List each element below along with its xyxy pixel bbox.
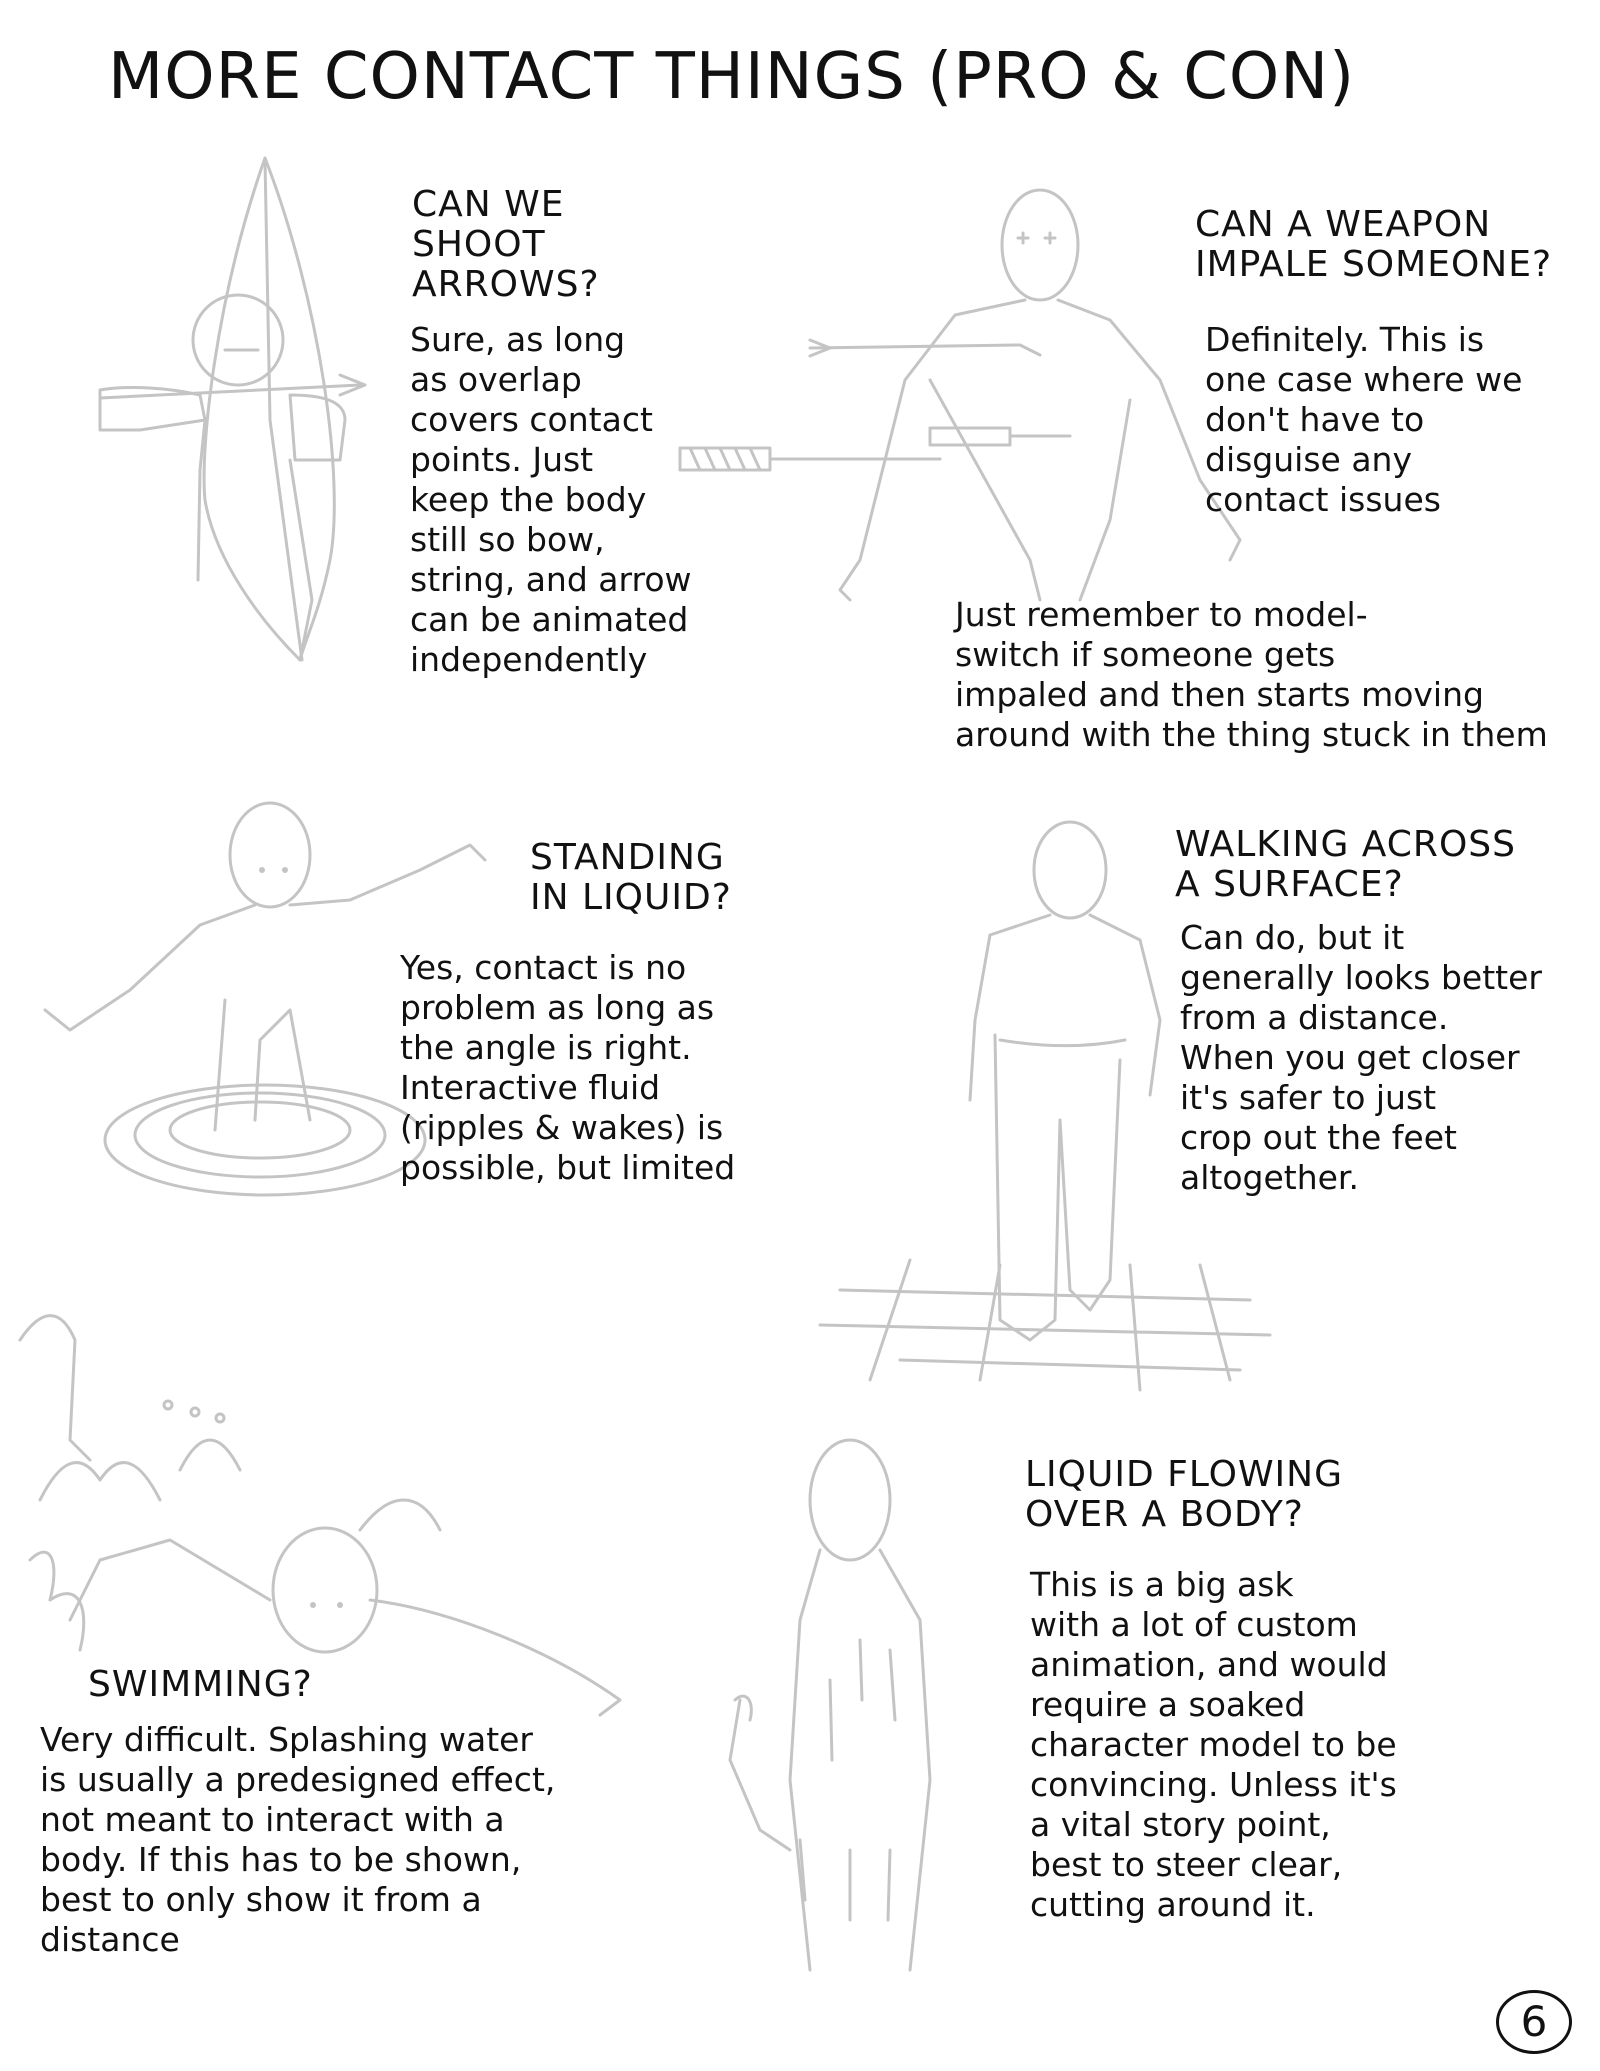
body-line: When you get closer: [1180, 1038, 1520, 1077]
body-line: Interactive fluid: [400, 1068, 661, 1107]
archer-sketch: [100, 158, 365, 660]
body-line: convincing. Unless it's: [1030, 1765, 1397, 1804]
body-line: it's safer to just: [1180, 1078, 1437, 1117]
heading-line: STANDING: [530, 837, 725, 878]
body-line: best to only show it from a: [40, 1880, 482, 1919]
note-line: switch if someone gets: [955, 635, 1336, 674]
body-line: independently: [410, 640, 648, 679]
note-line: Just remember to model-: [955, 595, 1368, 634]
heading-standing-liquid: [530, 838, 732, 918]
body-line: character model to be: [1030, 1725, 1397, 1764]
body-line: points. Just: [410, 440, 594, 479]
heading-walking: [1175, 825, 1516, 905]
body-line: altogether.: [1180, 1158, 1359, 1197]
note-line: impaled and then starts moving: [955, 675, 1484, 714]
wet-figure-sketch: [730, 1440, 930, 1970]
body-impale: [1205, 320, 1522, 520]
heading-line: SHOOT: [412, 224, 546, 265]
body-standing-liquid: [400, 948, 735, 1188]
body-line: Yes, contact is no: [400, 948, 687, 987]
body-line: string, and arrow: [410, 560, 692, 599]
body-line: covers contact: [410, 400, 653, 439]
body-line: from a distance.: [1180, 998, 1449, 1037]
heading-line: LIQUID FLOWING: [1025, 1454, 1343, 1495]
swimmer-sketch: [20, 1316, 620, 1715]
body-line: Sure, as long: [410, 320, 626, 359]
page-number-badge: 6: [1496, 1990, 1572, 2054]
heading-swimming: [88, 1665, 313, 1705]
heading-line: WALKING ACROSS: [1175, 824, 1516, 865]
body-line: cutting around it.: [1030, 1885, 1316, 1924]
body-line: with a lot of custom: [1030, 1605, 1358, 1644]
body-line: require a soaked: [1030, 1685, 1306, 1724]
heading-line: IMPALE SOMEONE?: [1195, 244, 1553, 285]
body-line: possible, but limited: [400, 1148, 736, 1187]
body-line: generally looks better: [1180, 958, 1542, 997]
body-line: distance: [40, 1920, 180, 1959]
heading-line: ARROWS?: [412, 264, 600, 305]
body-swimming: [40, 1720, 555, 1960]
body-line: contact issues: [1205, 480, 1441, 519]
heading-arrows: [412, 185, 600, 305]
body-line: a vital story point,: [1030, 1805, 1331, 1844]
note-impale: [955, 595, 1548, 755]
body-line: as overlap: [410, 360, 582, 399]
body-walking: [1180, 918, 1542, 1198]
body-line: not meant to interact with a: [40, 1800, 505, 1839]
body-liquid-flowing: [1030, 1565, 1397, 1925]
body-line: animation, and would: [1030, 1645, 1388, 1684]
body-line: disguise any: [1205, 440, 1412, 479]
page-title: MORE CONTACT THINGS (PRO & CON): [108, 40, 1356, 114]
body-line: best to steer clear,: [1030, 1845, 1343, 1884]
body-arrows: [410, 320, 692, 680]
body-line: problem as long as: [400, 988, 715, 1027]
note-line: around with the thing stuck in them: [955, 715, 1548, 754]
body-line: This is a big ask: [1030, 1565, 1294, 1604]
heading-line: CAN WE: [412, 184, 565, 225]
body-line: body. If this has to be shown,: [40, 1840, 522, 1879]
heading-line: CAN A WEAPON: [1195, 204, 1492, 245]
body-line: is usually a predesigned effect,: [40, 1760, 556, 1799]
body-line: still so bow,: [410, 520, 605, 559]
body-line: can be animated: [410, 600, 689, 639]
body-line: crop out the feet: [1180, 1118, 1457, 1157]
heading-impale: [1195, 205, 1552, 285]
heading-line: OVER A BODY?: [1025, 1494, 1304, 1535]
heading-line: IN LIQUID?: [530, 877, 732, 918]
body-line: Can do, but it: [1180, 918, 1405, 957]
body-line: Very difficult. Splashing water: [40, 1720, 534, 1759]
heading-liquid-flowing: [1025, 1455, 1343, 1535]
impaled-figure-sketch: [680, 190, 1240, 600]
body-line: keep the body: [410, 480, 647, 519]
body-line: don't have to: [1205, 400, 1425, 439]
body-line: the angle is right.: [400, 1028, 692, 1067]
heading-line: SWIMMING?: [88, 1664, 313, 1705]
body-line: one case where we: [1205, 360, 1523, 399]
body-line: Definitely. This is: [1205, 320, 1485, 359]
heading-line: A SURFACE?: [1175, 864, 1404, 905]
body-line: (ripples & wakes) is: [400, 1108, 724, 1147]
